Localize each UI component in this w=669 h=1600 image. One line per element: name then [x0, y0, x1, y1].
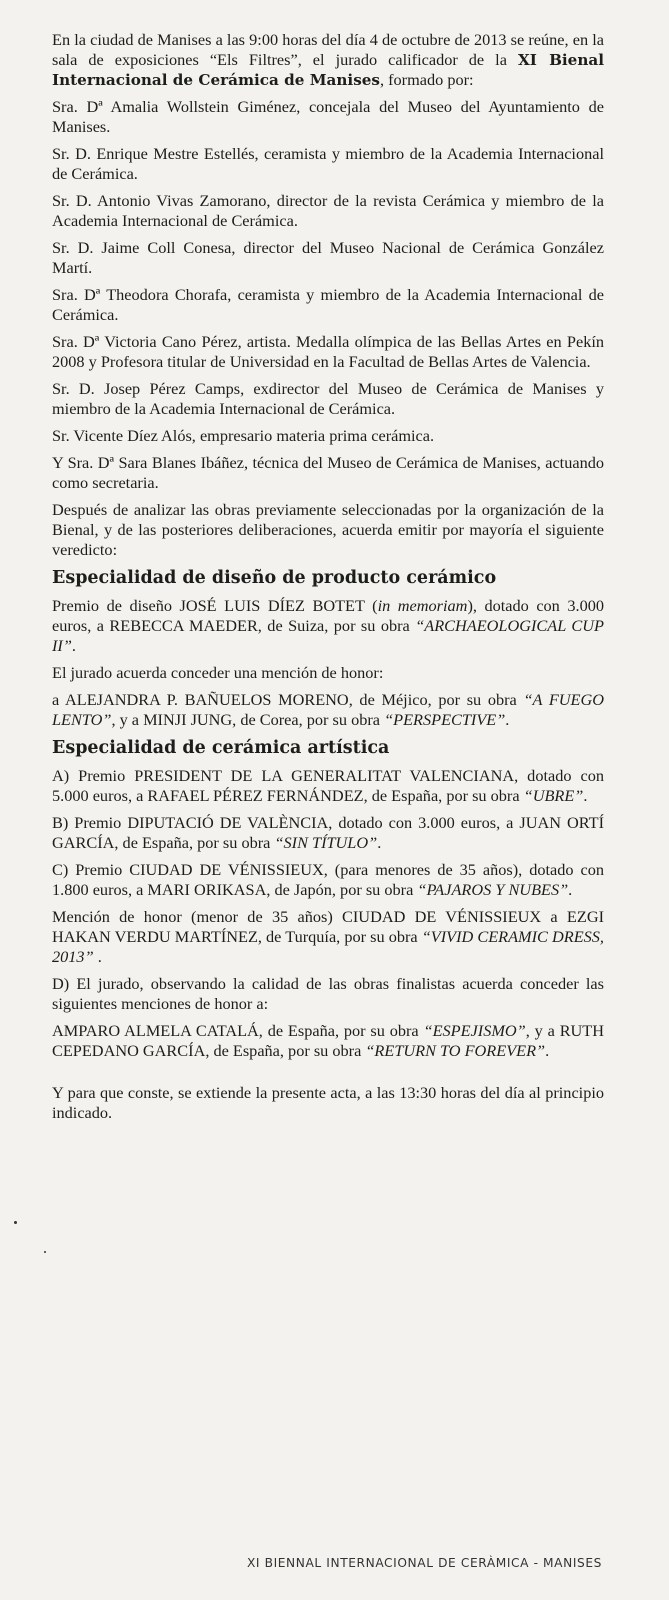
page-footer: XI BIENNAL INTERNACIONAL DE CERÀMICA - MANISES [246, 1556, 602, 1570]
closing-paragraph: Y para que conste, se extiende la presente acta, a las 13:30 horas del día al principio indicado. [52, 1083, 604, 1122]
jury-member: Sr. Vicente Díez Alós, empresario materia prima cerámica. [52, 426, 435, 445]
deliberation-paragraph: Después de analizar las obras previamente seleccionadas por la organización de la Bienal, y de las posteriores deliberaciones, acuerda emitir por mayoría el siguiente veredicto: [52, 500, 604, 559]
honor-mention-intro: El jurado acuerda conceder una mención de honor: [52, 663, 384, 682]
intro-text-end: , formado por: [379, 70, 474, 89]
jury-member: Sra. Dª Theodora Chorafa, ceramista y miembro de la Academia Internacional de Cerámica. [52, 285, 604, 324]
design-award-paragraph: Premio de diseño JOSÉ LUIS DÍEZ BOTET (in memoriam), dotado con 3.000 euros, a REBECCA MAEDER, de Suiza, por su obra “ARCHAEOLOGICAL CUP II”. [52, 596, 604, 655]
section-heading-artistic: Especialidad de cerámica artística [52, 738, 390, 758]
award-a-paragraph: A) Premio PRESIDENT DE LA GENERALITAT VALENCIANA, dotado con 5.000 euros, a RAFAEL PÉREZ FERNÁNDEZ, de España, por su obra “UBRE”. [52, 766, 604, 805]
award-d-paragraph: D) El jurado, observando la calidad de las obras finalistas acuerda conceder las siguientes menciones de honor a: [52, 974, 604, 1013]
jury-member: Sra. Dª Amalia Wollstein Giménez, concejala del Museo del Ayuntamiento de Manises. [52, 97, 604, 136]
jury-member: Y Sra. Dª Sara Blanes Ibáñez, técnica del Museo de Cerámica de Manises, actuando como secretaria. [52, 453, 604, 492]
jury-member: Sra. Dª Victoria Cano Pérez, artista. Medalla olímpica de las Bellas Artes en Pekín 2008 y Profesora titular de Universidad en la Facultad de Bellas Artes de Valencia. [52, 332, 604, 371]
jury-member: Sr. D. Jaime Coll Conesa, director del Museo Nacional de Cerámica González Martí. [52, 238, 604, 277]
scan-speck [14, 1221, 17, 1224]
intro-text: En la ciudad de Manises a las 9:00 horas del día 4 de octubre de 2013 se reúne, en la sala de exposiciones “Els Filtres”, el jurado calificador de la [52, 30, 604, 69]
jury-member: Sr. D. Antonio Vivas Zamorano, director de la revista Cerámica y miembro de la Academia Internacional de Cerámica. [52, 191, 604, 230]
intro-paragraph [52, 30, 604, 90]
award-b-paragraph: B) Premio DIPUTACIÓ DE VALÈNCIA, dotado con 3.000 euros, a JUAN ORTÍ GARCÍA, de España, por su obra “SIN TÍTULO”. [52, 813, 604, 852]
design-honor-paragraph: a ALEJANDRA P. BAÑUELOS MORENO, de Méjico, por su obra “A FUEGO LENTO”, y a MINJI JUNG, de Corea, por su obra “PERSPECTIVE”. [52, 690, 604, 729]
section-heading-design: Especialidad de diseño de producto cerámico [52, 568, 497, 588]
jury-member: Sr. D. Enrique Mestre Estellés, ceramista y miembro de la Academia Internacional de Cerámica. [52, 144, 604, 183]
jury-member: Sr. D. Josep Pérez Camps, exdirector del Museo de Cerámica de Manises y miembro de la Academia Internacional de Cerámica. [52, 379, 604, 418]
document-body [52, 30, 604, 1130]
event-name: XI Bienal Internacional de Cerámica de Manises [52, 51, 604, 89]
honor-mentions-paragraph: AMPARO ALMELA CATALÁ, de España, por su obra “ESPEJISMO”, y a RUTH CEPEDANO GARCÍA, de España, por su obra “RETURN TO FOREVER”. [52, 1021, 605, 1060]
award-c-paragraph: C) Premio CIUDAD DE VÉNISSIEUX, (para menores de 35 años), dotado con 1.800 euros, a MARI ORIKASA, de Japón, por su obra “PAJAROS Y NUBES”. [52, 860, 604, 899]
scan-speck [44, 1251, 46, 1253]
youth-mention-paragraph: Mención de honor (menor de 35 años) CIUDAD DE VÉNISSIEUX a EZGI HAKAN VERDU MARTÍNEZ, de Turquía, por su obra “VIVID CERAMIC DRESS, 2013” . [52, 907, 604, 966]
